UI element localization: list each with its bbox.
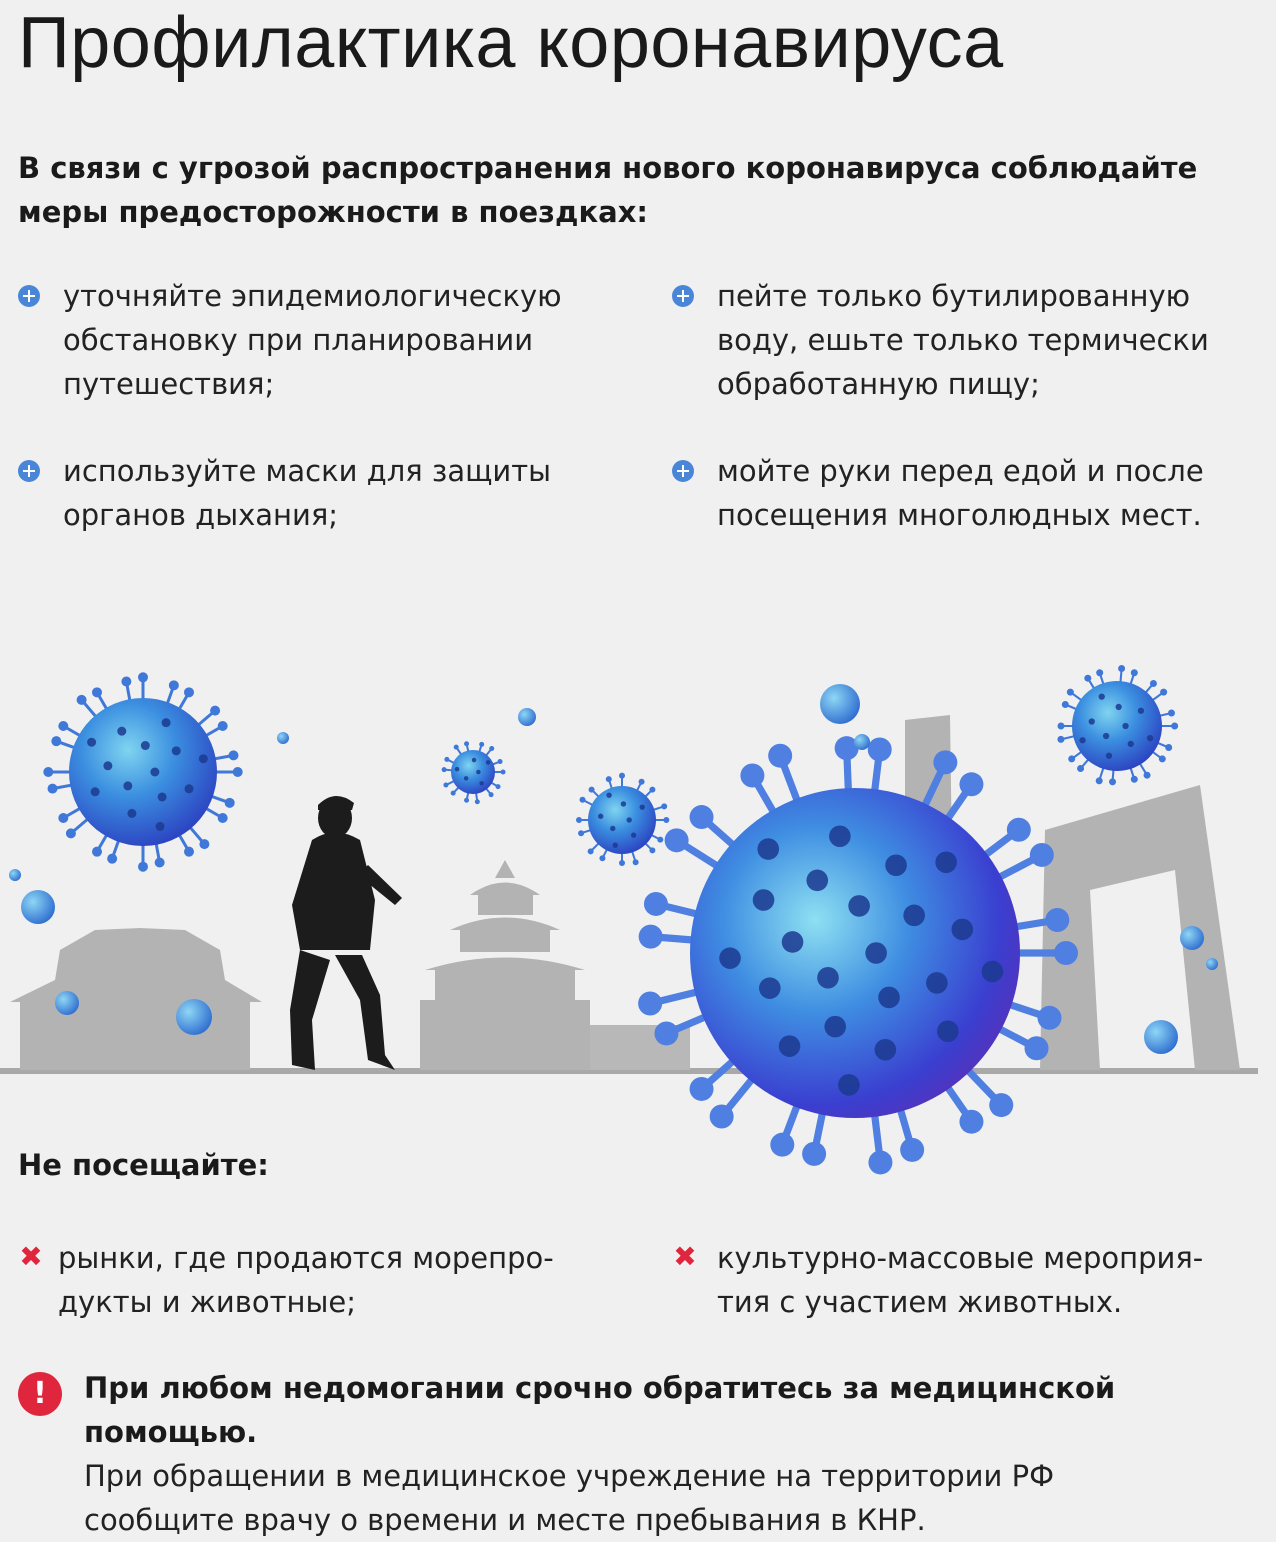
item-line: рынки, где продаются морепро- — [58, 1241, 554, 1275]
alert-line: сообщите врачу о времени и месте пребывания в КНР. — [84, 1503, 926, 1537]
item-line: культурно-массовые мероприя- — [717, 1241, 1204, 1275]
do-not-visit-heading: Не посещайте: — [18, 1148, 269, 1182]
item-line: дукты и животные; — [58, 1285, 356, 1319]
alert-line: При обращении в медицинское учреждение на территории РФ — [84, 1459, 1055, 1493]
plus-icon — [18, 460, 40, 482]
avoid-item — [18, 1236, 638, 1324]
plus-icon — [672, 285, 694, 307]
item-line: пейте только бутилированную — [717, 279, 1191, 313]
precaution-item — [18, 274, 638, 406]
precaution-item — [18, 449, 638, 537]
exclamation-icon: ! — [18, 1372, 62, 1416]
item-line: обстановку при планировании — [63, 323, 534, 357]
virus-small-2 — [576, 773, 669, 866]
precaution-item — [672, 274, 1272, 406]
item-line: воду, ешьте только термически — [717, 323, 1209, 357]
item-line: уточняйте эпидемиологическую — [63, 279, 562, 313]
pagoda-silhouette — [420, 860, 590, 1070]
item-line: обработанную пищу; — [717, 367, 1040, 401]
alert-text — [84, 1366, 1264, 1542]
coronavirus-illustration — [0, 660, 1276, 1180]
intro-text — [18, 146, 1238, 234]
plus-icon — [672, 460, 694, 482]
item-line: путешествия; — [63, 367, 275, 401]
virus-small-1 — [43, 672, 242, 871]
cross-icon: ✖ — [19, 1240, 43, 1273]
alert-bold: При любом недомогании срочно обратитесь за медицинской помощью. — [84, 1371, 1116, 1449]
item-line: тия с участием животных. — [717, 1285, 1123, 1319]
temple-silhouette — [10, 928, 262, 1070]
cross-icon: ✖ — [673, 1240, 697, 1273]
avoid-item — [672, 1236, 1272, 1324]
virus-large — [638, 736, 1078, 1174]
item-line: используйте маски для защиты — [63, 454, 552, 488]
virus-small-4 — [1057, 665, 1178, 785]
person-silhouette — [290, 796, 402, 1070]
intro-line: меры предосторожности в поездках: — [18, 195, 648, 229]
item-line: посещения многолюдных мест. — [717, 498, 1202, 532]
plus-icon — [18, 285, 40, 307]
precaution-item — [672, 449, 1272, 537]
item-line: мойте руки перед едой и после — [717, 454, 1204, 488]
intro-line: В связи с угрозой распространения нового коронавируса соблюдайте — [18, 151, 1198, 185]
item-line: органов дыхания; — [63, 498, 339, 532]
page-title: Профилактика коронавируса — [18, 3, 1004, 83]
virus-small-3 — [442, 741, 506, 804]
